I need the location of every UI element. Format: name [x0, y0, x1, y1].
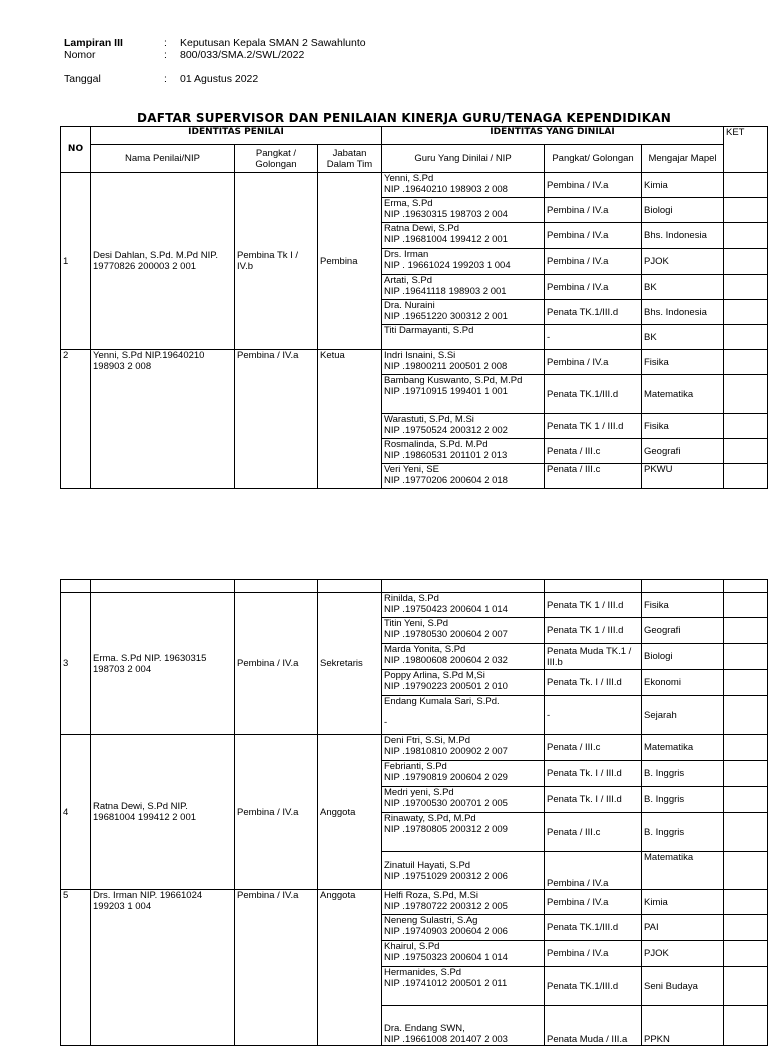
- guru-pangkat: Pembina / IV.a: [545, 275, 642, 300]
- guru-mapel: Matematika: [642, 735, 724, 761]
- lampiran-row: [64, 37, 366, 49]
- header-guru-dinilai: Guru Yang Dinilai / NIP: [382, 145, 545, 173]
- ket-cell: [724, 275, 768, 300]
- ket-cell: [724, 223, 768, 249]
- group-no: 5: [61, 890, 91, 1046]
- penilai-pangkat: Pembina / IV.a: [235, 890, 318, 1046]
- guru-name: Neneng Sulastri, S.Ag: [384, 915, 478, 926]
- guru-nip: NIP .19751029 200312 2 006: [384, 870, 508, 882]
- table-row-empty: [61, 580, 768, 593]
- penilai-name-nip: Erma. S.Pd NIP. 19630315 198703 2 004: [91, 593, 235, 735]
- guru-name: Warastuti, S.Pd, M.Si: [384, 414, 474, 425]
- guru-mapel: BK: [642, 325, 724, 350]
- guru-pangkat: Penata Muda TK.1 / III.b: [545, 644, 642, 670]
- guru-nip: NIP .19790223 200501 2 010: [384, 681, 508, 692]
- guru-mapel: BK: [642, 275, 724, 300]
- guru-dinilai-cell: [382, 890, 545, 915]
- ket-cell: [724, 464, 768, 489]
- guru-pangkat: -: [545, 696, 642, 735]
- penilai-pangkat: Pembina / IV.a: [235, 350, 318, 489]
- ket-cell: [724, 696, 768, 735]
- guru-pangkat: Penata TK.1/III.d: [545, 375, 642, 414]
- guru-nip: NIP .19710915 199401 1 001: [384, 386, 508, 397]
- guru-nip: NIP .19740903 200604 2 006: [384, 926, 508, 937]
- ket-cell: [724, 941, 768, 967]
- guru-dinilai-cell: [382, 249, 545, 275]
- tanggal-value: 01 Agustus 2022: [180, 73, 259, 85]
- guru-nip: NIP .19800608 200604 2 032: [384, 655, 508, 666]
- guru-nip: NIP .19640210 198903 2 008: [384, 184, 508, 195]
- penilai-name-nip: Yenni, S.Pd NIP.19640210 198903 2 008: [91, 350, 235, 489]
- group-no: 3: [61, 593, 91, 735]
- guru-mapel: Fisika: [642, 414, 724, 439]
- guru-dinilai-cell: [382, 670, 545, 696]
- guru-nip: NIP .19651220 300312 2 001: [384, 311, 508, 322]
- header-ket: KET: [724, 127, 768, 173]
- ket-cell: [724, 300, 768, 325]
- guru-mapel: Fisika: [642, 593, 724, 618]
- guru-nip: NIP .19700530 200701 2 005: [384, 798, 508, 809]
- header-mapel: Mengajar Mapel: [642, 145, 724, 173]
- guru-pangkat: Pembina / IV.a: [545, 852, 642, 890]
- guru-mapel: Bhs. Indonesia: [642, 223, 724, 249]
- tanggal-row: [64, 73, 366, 85]
- guru-pangkat: Penata TK.1/III.d: [545, 915, 642, 941]
- header-pangkat-penilai: Pangkat / Golongan: [235, 145, 318, 173]
- penilai-pangkat: Pembina / IV.a: [235, 735, 318, 890]
- guru-name: Medri yeni, S.Pd: [384, 787, 454, 798]
- ket-cell: [724, 670, 768, 696]
- ket-cell: [724, 1006, 768, 1046]
- guru-name: Hermanides, S.Pd: [384, 967, 462, 978]
- ket-cell: [724, 967, 768, 1006]
- guru-pangkat: Penata Tk. I / III.d: [545, 761, 642, 787]
- guru-nip: NIP .19681004 199412 2 001: [384, 234, 508, 245]
- ket-cell: [724, 915, 768, 941]
- guru-dinilai-cell: [382, 198, 545, 223]
- header-identitas-penilai: IDENTITAS PENILAI: [91, 127, 382, 145]
- guru-name: Helfi Roza, S.Pd, M.Si: [384, 890, 478, 901]
- guru-nip: NIP .19790819 200604 2 029: [384, 772, 508, 783]
- guru-nip: NIP .19780805 200312 2 009: [384, 824, 508, 835]
- guru-name: Rinilda, S.Pd: [384, 593, 439, 604]
- guru-dinilai-cell: [382, 300, 545, 325]
- document-header: [64, 37, 366, 85]
- ket-cell: [724, 890, 768, 915]
- ket-cell: [724, 593, 768, 618]
- guru-mapel: Biologi: [642, 644, 724, 670]
- guru-nip: NIP .19800211 200501 2 008: [384, 361, 508, 372]
- guru-pangkat: Penata TK 1 / III.d: [545, 414, 642, 439]
- guru-name: Indri Isnaini, S.Si: [384, 350, 456, 361]
- ket-cell: [724, 173, 768, 198]
- guru-mapel: PPKN: [642, 1006, 724, 1046]
- colon: :: [164, 37, 167, 49]
- guru-name: Bambang Kuswanto, S.Pd, M.Pd: [384, 375, 523, 386]
- guru-dinilai-cell: [382, 439, 545, 464]
- ket-cell: [724, 787, 768, 813]
- guru-name: Veri Yeni, SE: [384, 464, 439, 475]
- ket-cell: [724, 249, 768, 275]
- guru-pangkat: Pembina / IV.a: [545, 198, 642, 223]
- penilai-jabatan: Anggota: [318, 890, 382, 1046]
- guru-nip: NIP .19630315 198703 2 004: [384, 209, 508, 220]
- guru-name: Endang Kumala Sari, S.Pd.: [384, 696, 500, 707]
- guru-mapel: Biologi: [642, 198, 724, 223]
- guru-dinilai-cell: [382, 761, 545, 787]
- guru-nip: NIP .19860531 201101 2 013: [384, 450, 508, 461]
- guru-dinilai-cell: [382, 375, 545, 414]
- ket-cell: [724, 198, 768, 223]
- guru-pangkat: Pembina / IV.a: [545, 223, 642, 249]
- penilai-pangkat: Pembina / IV.a: [235, 593, 318, 735]
- guru-pangkat: Penata Muda / III.a: [545, 1006, 642, 1046]
- document-title: DAFTAR SUPERVISOR DAN PENILAIAN KINERJA GURU/TENAGA KEPENDIDIKAN: [137, 111, 671, 125]
- guru-nip: NIP .19780530 200604 2 007: [384, 629, 508, 640]
- guru-dinilai-cell: [382, 414, 545, 439]
- guru-pangkat: Penata / III.c: [545, 735, 642, 761]
- ket-cell: [724, 375, 768, 414]
- guru-nip: NIP .19750423 200604 1 014: [384, 604, 508, 615]
- guru-name: Khairul, S.Pd: [384, 941, 440, 952]
- guru-pangkat: Pembina / IV.a: [545, 941, 642, 967]
- table-row: [61, 593, 768, 618]
- guru-name: Febrianti, S.Pd: [384, 761, 447, 772]
- nomor-row: [64, 49, 366, 61]
- guru-mapel: B. Inggris: [642, 761, 724, 787]
- guru-mapel: Kimia: [642, 173, 724, 198]
- header-jabatan: Jabatan Dalam Tim: [318, 145, 382, 173]
- group-no: 1: [61, 173, 91, 350]
- guru-mapel: Geografi: [642, 618, 724, 644]
- guru-nip: NIP .19750323 200604 1 014: [384, 952, 508, 963]
- ket-cell: [724, 439, 768, 464]
- ket-cell: [724, 350, 768, 375]
- ket-cell: [724, 618, 768, 644]
- ket-cell: [724, 735, 768, 761]
- guru-dinilai-cell: [382, 325, 545, 350]
- header-identitas-dinilai: IDENTITAS YANG DINILAI: [382, 127, 724, 145]
- lampiran-value: Keputusan Kepala SMAN 2 Sawahlunto: [180, 37, 366, 49]
- header-no: NO: [61, 127, 91, 173]
- guru-name: Marda Yonita, S.Pd: [384, 644, 466, 655]
- guru-pangkat: Pembina / IV.a: [545, 249, 642, 275]
- table-row: [61, 173, 768, 198]
- guru-nip: NIP .19750524 200312 2 002: [384, 425, 508, 436]
- guru-dinilai-cell: [382, 735, 545, 761]
- guru-mapel: B. Inggris: [642, 787, 724, 813]
- table-row: [61, 735, 768, 761]
- ket-cell: [724, 852, 768, 890]
- guru-mapel: Matematika: [642, 852, 724, 890]
- guru-nip: NIP .19741012 200501 2 011: [384, 978, 508, 989]
- penilai-name-nip: Drs. Irman NIP. 19661024 199203 1 004: [91, 890, 235, 1046]
- lampiran-label: Lampiran III: [64, 37, 123, 49]
- guru-name: Zinatuil Hayati, S.Pd: [384, 859, 471, 871]
- supervisor-table-page-2: [60, 579, 768, 1046]
- guru-pangkat: -: [545, 325, 642, 350]
- guru-mapel: Geografi: [642, 439, 724, 464]
- guru-mapel: Matematika: [642, 375, 724, 414]
- header-nama-penilai: Nama Penilai/NIP: [91, 145, 235, 173]
- guru-mapel: Bhs. Indonesia: [642, 300, 724, 325]
- guru-mapel: PKWU: [642, 464, 724, 489]
- guru-dinilai-cell: [382, 941, 545, 967]
- guru-mapel: Ekonomi: [642, 670, 724, 696]
- guru-pangkat: Penata Tk. I / III.d: [545, 670, 642, 696]
- penilai-name-nip: Desi Dahlan, S.Pd. M.Pd NIP. 19770826 200003 2 001: [91, 173, 235, 350]
- guru-pangkat: Penata / III.c: [545, 464, 642, 489]
- guru-dinilai-cell: [382, 813, 545, 852]
- guru-mapel: PJOK: [642, 249, 724, 275]
- guru-name: Yenni, S.Pd: [384, 173, 434, 184]
- header-pangkat-dinilai: Pangkat/ Golongan: [545, 145, 642, 173]
- guru-nip: NIP .19810810 200902 2 007: [384, 746, 508, 757]
- guru-mapel: PJOK: [642, 941, 724, 967]
- guru-pangkat: Pembina / IV.a: [545, 173, 642, 198]
- guru-name: Dra. Endang SWN,: [384, 1023, 465, 1034]
- guru-dinilai-cell: [382, 173, 545, 198]
- colon: :: [164, 49, 167, 61]
- guru-dinilai-cell: [382, 1006, 545, 1046]
- table-row: [61, 890, 768, 915]
- guru-pangkat: Penata / III.c: [545, 439, 642, 464]
- guru-name: Rosmalinda, S.Pd. M.Pd: [384, 439, 488, 450]
- ket-cell: [724, 813, 768, 852]
- guru-dinilai-cell: [382, 852, 545, 890]
- guru-dinilai-cell: [382, 618, 545, 644]
- group-no: 4: [61, 735, 91, 890]
- penilai-jabatan: Sekretaris: [318, 593, 382, 735]
- colon: :: [164, 73, 167, 85]
- guru-nip: NIP .19641118 198903 2 001: [384, 286, 507, 297]
- group-no: 2: [61, 350, 91, 489]
- guru-dinilai-cell: [382, 593, 545, 618]
- guru-pangkat: Penata TK.1/III.d: [545, 300, 642, 325]
- guru-nip: NIP . 19661024 199203 1 004: [384, 260, 511, 271]
- guru-name: Titi Darmayanti, S.Pd: [384, 325, 474, 336]
- penilai-pangkat: Pembina Tk I / IV.b: [235, 173, 318, 350]
- guru-name: Rinawaty, S.Pd, M.Pd: [384, 813, 476, 824]
- ket-cell: [724, 325, 768, 350]
- nomor-value: 800/033/SMA.2/SWL/2022: [180, 49, 305, 61]
- guru-nip: NIP .19661008 201407 2 003: [384, 1034, 508, 1045]
- guru-dinilai-cell: [382, 223, 545, 249]
- guru-mapel: B. Inggris: [642, 813, 724, 852]
- guru-nip: NIP .19770206 200604 2 018: [384, 475, 508, 486]
- guru-name: Drs. Irman: [384, 249, 429, 260]
- supervisor-table-page-1: [60, 126, 768, 489]
- guru-name: Poppy Arlina, S.Pd M,Si: [384, 670, 485, 681]
- guru-pangkat: Penata TK.1/III.d: [545, 967, 642, 1006]
- guru-pangkat: Penata / III.c: [545, 813, 642, 852]
- guru-name: Ratna Dewi, S.Pd: [384, 223, 459, 234]
- ket-cell: [724, 414, 768, 439]
- guru-dinilai-cell: [382, 464, 545, 489]
- guru-name: Titin Yeni, S.Pd: [384, 618, 449, 629]
- ket-cell: [724, 644, 768, 670]
- penilai-jabatan: Anggota: [318, 735, 382, 890]
- guru-dinilai-cell: [382, 644, 545, 670]
- guru-mapel: PAI: [642, 915, 724, 941]
- penilai-jabatan: Ketua: [318, 350, 382, 489]
- guru-dinilai-cell: [382, 696, 545, 735]
- tanggal-label: Tanggal: [64, 73, 101, 85]
- guru-pangkat: Penata Tk. I / III.d: [545, 787, 642, 813]
- penilai-jabatan: Pembina: [318, 173, 382, 350]
- guru-pangkat: Penata TK 1 / III.d: [545, 593, 642, 618]
- guru-name: Deni Ftri, S.Si, M.Pd: [384, 735, 471, 746]
- guru-dinilai-cell: [382, 915, 545, 941]
- guru-pangkat: Penata TK 1 / III.d: [545, 618, 642, 644]
- guru-dinilai-cell: [382, 967, 545, 1006]
- guru-dinilai-cell: [382, 350, 545, 375]
- guru-mapel: Kimia: [642, 890, 724, 915]
- guru-mapel: Fisika: [642, 350, 724, 375]
- guru-nip: NIP .19780722 200312 2 005: [384, 901, 508, 912]
- ket-cell: [724, 761, 768, 787]
- guru-dinilai-cell: [382, 275, 545, 300]
- nomor-label: Nomor: [64, 49, 96, 61]
- guru-pangkat: Pembina / IV.a: [545, 350, 642, 375]
- guru-nip: -: [384, 717, 388, 728]
- guru-name: Artati, S.Pd: [384, 275, 433, 286]
- guru-mapel: Seni Budaya: [642, 967, 724, 1006]
- guru-pangkat: Pembina / IV.a: [545, 890, 642, 915]
- table-row: [61, 350, 768, 375]
- penilai-name-nip: Ratna Dewi, S.Pd NIP. 19681004 199412 2 001: [91, 735, 235, 890]
- guru-dinilai-cell: [382, 787, 545, 813]
- guru-name: Erma, S.Pd: [384, 198, 433, 209]
- guru-mapel: Sejarah: [642, 696, 724, 735]
- guru-name: Dra. Nuraini: [384, 300, 435, 311]
